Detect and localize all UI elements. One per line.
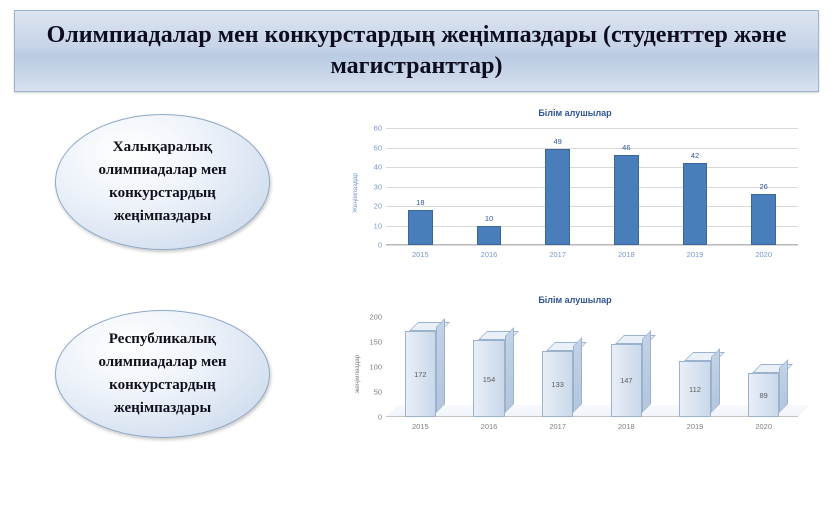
chart-top-gridline [373,221,798,230]
chart-top-data-label: 42 [690,151,700,161]
chart-bottom-plot-area [369,312,798,431]
chart-bottom-bar-side [505,327,514,413]
chart-top-data-label: 49 [553,137,562,147]
chart-top-y-tick: 30 [373,182,382,191]
callout-oval-republic-label: Республикалық олимпиадалар мен конкурстардың жеңімпаздары [98,331,227,416]
chart-bottom-x-tick: 2017 [549,422,566,431]
chart-top-y-tick: 20 [373,201,382,211]
chart-top-y-tick: 60 [373,123,382,133]
chart-top-bar [614,155,639,245]
chart-bottom-data-label: 172 [414,370,427,379]
chart-bottom-y-tick: 200 [369,312,382,322]
chart-top-bar [545,149,570,245]
chart-top-y-tick: 40 [373,162,382,172]
chart-bottom-x-tick: 2020 [755,422,772,431]
chart-top-title: Білім алушылар [538,108,612,118]
chart-top-bar [477,226,502,246]
chart-top-gridline [373,123,798,133]
chart-bottom-data-label: 147 [620,376,633,386]
chart-top-x-tick: 2017 [549,250,566,259]
chart-top-y-axis-title: Жеңімпаздар [352,172,359,213]
chart-bottom-title: Білім алушылар [538,295,612,305]
title-banner [14,10,819,92]
chart-bottom-gridline [377,412,798,422]
chart-top-x-tick: 2015 [411,250,429,259]
chart-bottom-bar-side [711,348,720,413]
chart-top-gridline [377,240,798,250]
chart-bottom-x-tick: 2018 [617,422,635,431]
chart-top-bar [683,163,708,245]
chart-bottom-data-label: 154 [482,374,496,384]
chart-bottom-y-tick: 150 [369,337,382,347]
callout-oval-international [55,114,270,250]
chart-top-x-tick: 2020 [755,250,772,259]
chart-bottom-data-label: 89 [759,390,768,400]
page-title: Олимпиадалар мен конкурстардың жеңімпаздары (студенттер және магистранттар) [46,22,787,79]
chart-top-x-tick: 2019 [686,250,704,259]
callout-oval-international-label: Халықаралық олимпиадалар мен конкурстардың жеңімпаздары [98,139,227,224]
chart-bottom-data-label: 112 [689,385,701,394]
chart-republic-winners [330,295,820,455]
chart-top-x-tick: 2016 [480,250,498,259]
chart-bottom-gridline [369,312,798,322]
chart-top-y-tick: 50 [373,143,382,152]
chart-bottom-gridline [369,337,798,347]
chart-top-bar [751,194,776,245]
chart-bottom-y-tick: 50 [373,387,382,397]
chart-bottom-bar-side [573,337,582,413]
chart-bottom-bar-side [436,318,445,413]
chart-top-bar [408,210,433,245]
chart-bottom-x-tick: 2015 [411,422,429,431]
chart-international-winners [330,108,820,273]
chart-top-gridline [373,162,798,172]
chart-bottom-x-tick: 2019 [686,422,704,431]
chart-top-data-label: 10 [484,213,494,223]
chart-top-y-tick: 10 [373,221,382,230]
chart-bottom-y-tick: 0 [377,412,382,422]
chart-top-x-tick: 2018 [617,250,635,259]
chart-top-data-label: 26 [759,182,768,192]
callout-oval-republic [55,310,270,438]
chart-bottom-y-axis-title: жеңімпаздар [354,354,361,393]
chart-bottom-bar-side [642,330,651,413]
chart-bottom-x-tick: 2016 [480,422,498,431]
chart-bottom-y-tick: 100 [369,362,382,372]
chart-top-y-tick: 0 [377,240,382,250]
chart-top-plot-area [373,123,798,259]
chart-bottom-gridline [369,362,798,372]
chart-top-data-label: 18 [416,197,425,207]
chart-bottom-data-label: 133 [551,379,564,389]
chart-top-data-label: 46 [622,143,631,153]
